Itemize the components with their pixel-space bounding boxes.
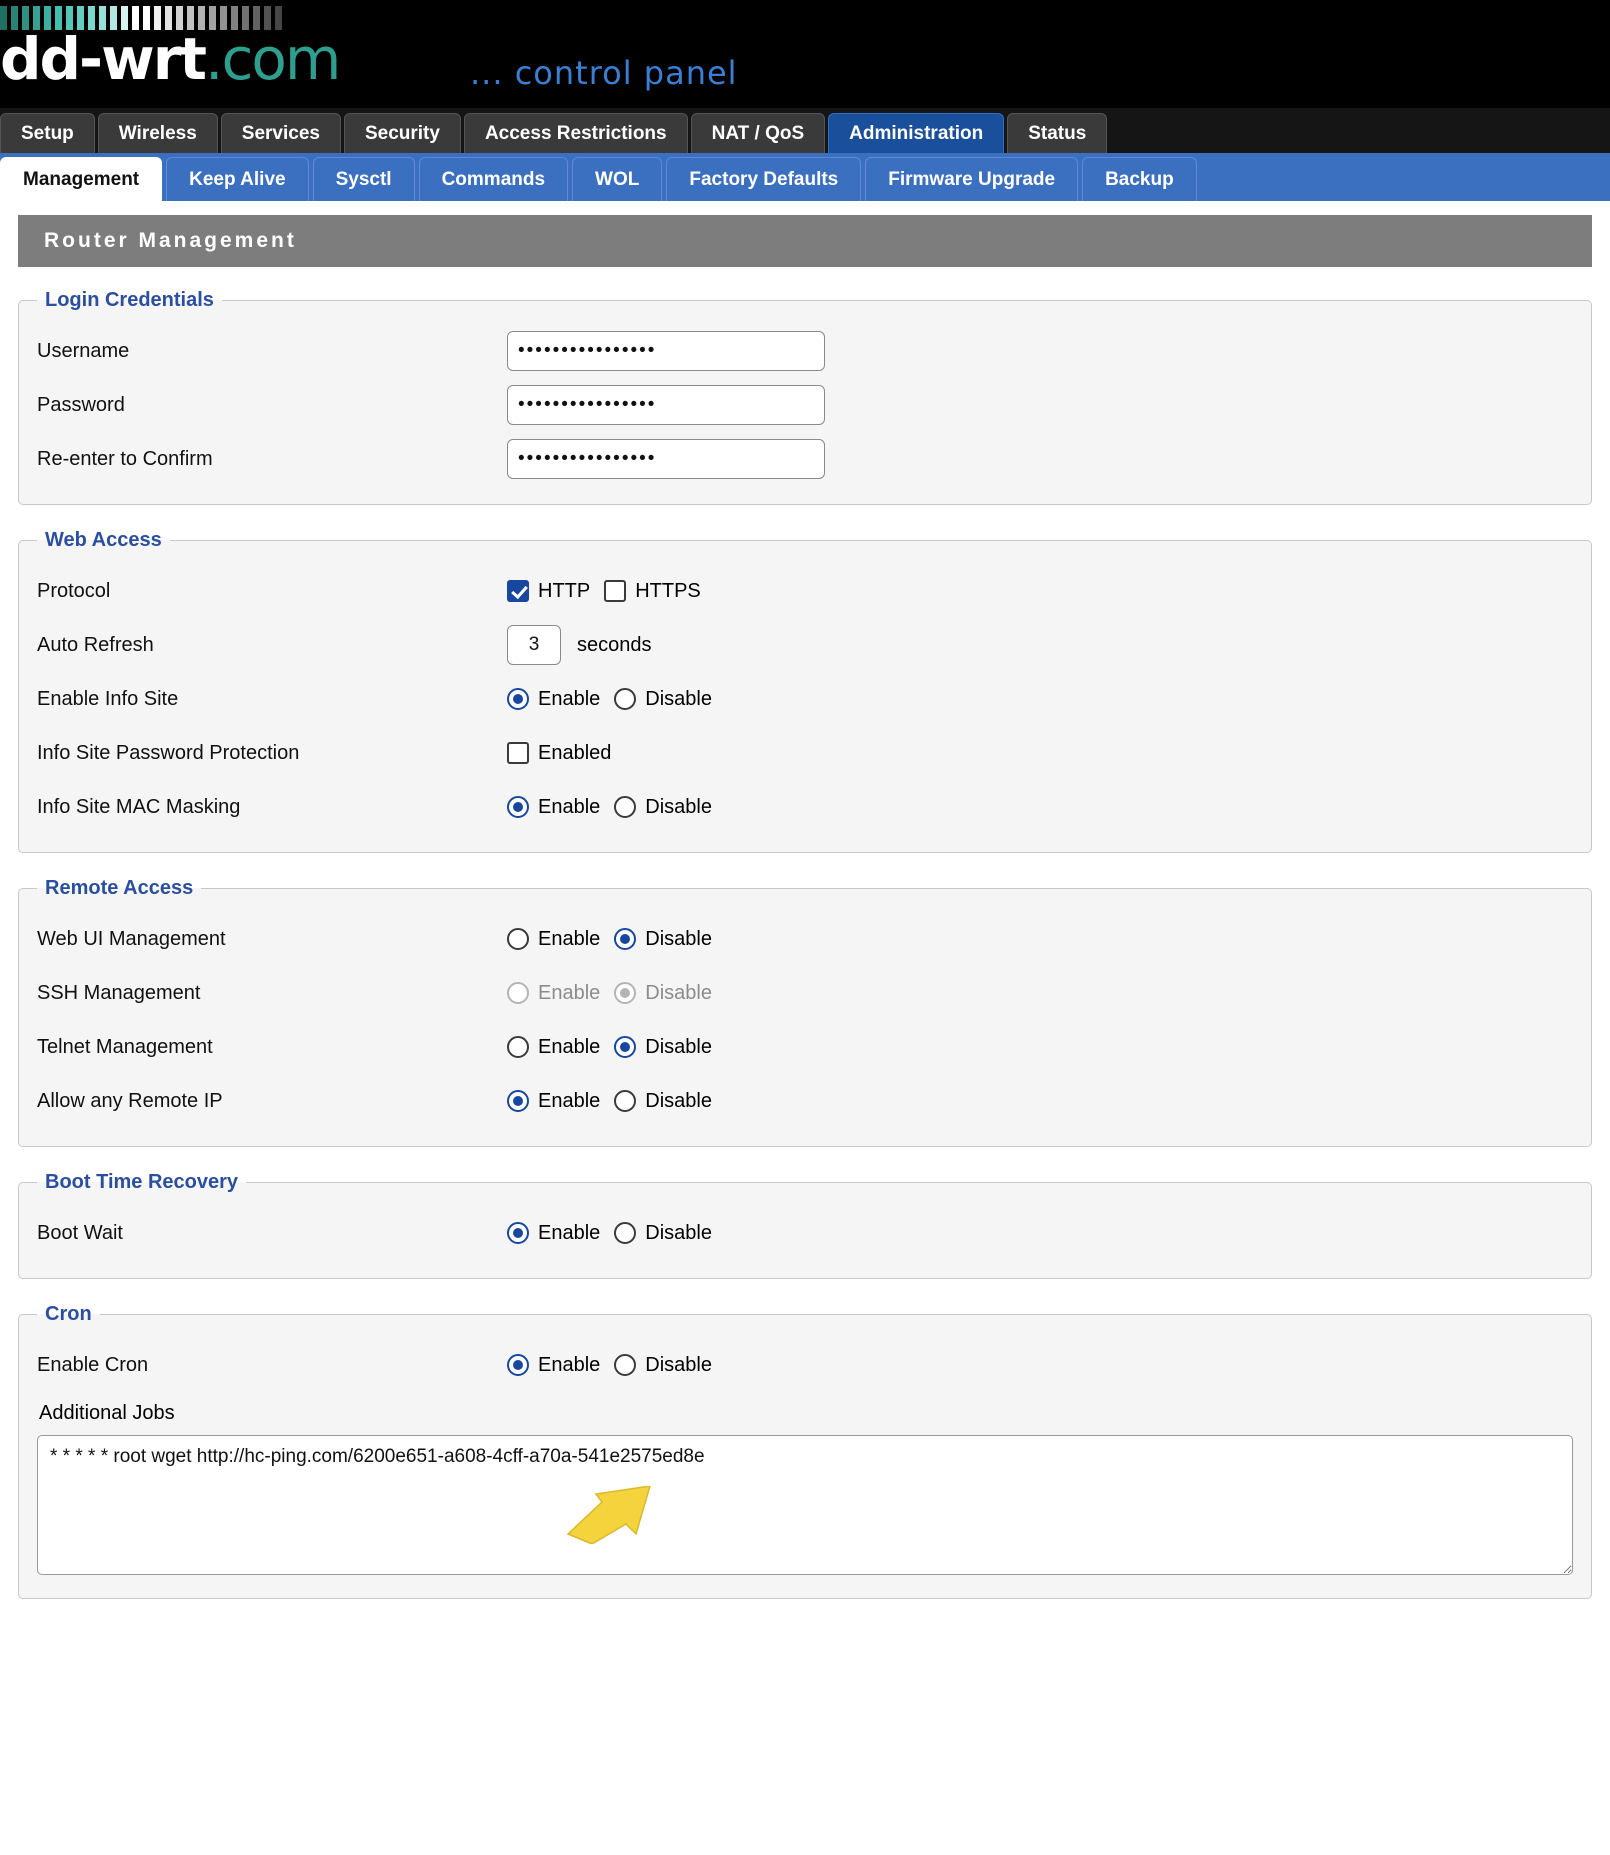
remote-ip-enable-option[interactable] [507, 1090, 600, 1113]
mac-masking-disable-radio[interactable] [614, 796, 636, 818]
nav-tab-security[interactable]: Security [344, 113, 461, 153]
mac-masking-disable-option[interactable] [614, 796, 712, 819]
enable-info-site-label: Enable Info Site [37, 687, 179, 710]
ssh-enable-radio [507, 982, 529, 1004]
row-telnet-management [37, 1020, 1573, 1074]
ssh-disable-radio [614, 982, 636, 1004]
row-allow-any-remote-ip [37, 1074, 1573, 1128]
section-remote-access [18, 877, 1592, 1147]
info-site-enable-label: Enable [538, 687, 601, 710]
auto-refresh-unit: seconds [577, 633, 652, 656]
row-enable-cron [37, 1338, 1573, 1392]
section-remote-access-legend: Remote Access [45, 877, 194, 899]
remote-ip-enable-label: Enable [538, 1089, 601, 1112]
web-ui-management-label: Web UI Management [37, 927, 226, 950]
mac-masking-enable-radio[interactable] [507, 796, 529, 818]
section-web-access [18, 529, 1592, 853]
username-input[interactable] [507, 331, 825, 371]
boot-wait-enable-label: Enable [538, 1221, 601, 1244]
info-site-disable-radio[interactable] [614, 688, 636, 710]
webui-disable-option[interactable] [614, 928, 712, 951]
additional-jobs-label: Additional Jobs [39, 1402, 175, 1424]
cron-disable-radio[interactable] [614, 1354, 636, 1376]
section-login-credentials-legend: Login Credentials [45, 289, 214, 311]
nav-tab-nat-qos[interactable]: NAT / QoS [691, 113, 826, 153]
info-site-enable-radio[interactable] [507, 688, 529, 710]
info-site-disable-label: Disable [645, 687, 712, 710]
info-site-enable-option[interactable] [507, 688, 600, 711]
row-password [37, 378, 1573, 432]
telnet-enable-radio[interactable] [507, 1036, 529, 1058]
boot-wait-disable-label: Disable [645, 1221, 712, 1244]
nav-tab-wireless[interactable]: Wireless [98, 113, 218, 153]
ssh-disable-option [614, 982, 712, 1005]
row-ssh-management [37, 966, 1573, 1020]
auto-refresh-input[interactable] [507, 625, 561, 665]
cron-disable-option[interactable] [614, 1354, 712, 1377]
subnav-tab-factory-defaults[interactable]: Factory Defaults [666, 157, 861, 201]
row-protocol [37, 564, 1573, 618]
subnav-tab-keep-alive[interactable]: Keep Alive [166, 157, 308, 201]
dd-wrt-logo [0, 25, 340, 93]
boot-wait-enable-radio[interactable] [507, 1222, 529, 1244]
section-cron [18, 1303, 1592, 1599]
row-boot-wait [37, 1206, 1573, 1260]
info-site-password-option[interactable] [507, 742, 611, 765]
boot-wait-label: Boot Wait [37, 1221, 123, 1244]
subnav-tab-backup[interactable]: Backup [1082, 157, 1197, 201]
subnav-tab-wol[interactable]: WOL [572, 157, 662, 201]
page-title: Router Management [18, 215, 1592, 267]
mac-masking-enable-label: Enable [538, 795, 601, 818]
telnet-disable-option[interactable] [614, 1036, 712, 1059]
row-confirm-password [37, 432, 1573, 486]
enable-cron-label: Enable Cron [37, 1353, 149, 1376]
ssh-disable-label: Disable [645, 981, 712, 1004]
allow-any-remote-ip-label: Allow any Remote IP [37, 1089, 223, 1112]
http-checkbox[interactable] [507, 580, 529, 602]
logo-suffix: .com [205, 25, 340, 93]
webui-enable-option[interactable] [507, 928, 600, 951]
remote-ip-enable-radio[interactable] [507, 1090, 529, 1112]
info-site-password-protection-label: Info Site Password Protection [37, 741, 300, 764]
control-panel-tagline: ... control panel [470, 54, 738, 92]
row-username [37, 324, 1573, 378]
section-web-access-legend: Web Access [45, 529, 162, 551]
info-site-password-enabled-label: Enabled [538, 741, 612, 764]
password-input[interactable] [507, 385, 825, 425]
nav-tab-services[interactable]: Services [221, 113, 341, 153]
https-label: HTTPS [635, 579, 701, 602]
section-boot-time-recovery-legend: Boot Time Recovery [45, 1171, 239, 1193]
telnet-enable-label: Enable [538, 1035, 601, 1058]
ssh-enable-label: Enable [538, 981, 601, 1004]
mac-masking-enable-option[interactable] [507, 796, 600, 819]
confirm-password-label: Re-enter to Confirm [37, 447, 213, 470]
section-boot-time-recovery [18, 1171, 1592, 1279]
nav-tab-administration[interactable]: Administration [828, 113, 1004, 153]
protocol-http-option[interactable] [507, 580, 590, 603]
subnav-tab-sysctl[interactable]: Sysctl [313, 157, 415, 201]
password-label: Password [37, 393, 125, 416]
remote-ip-disable-radio[interactable] [614, 1090, 636, 1112]
cron-disable-label: Disable [645, 1353, 712, 1376]
additional-jobs-textarea[interactable] [37, 1435, 1573, 1575]
telnet-disable-label: Disable [645, 1035, 712, 1058]
protocol-label: Protocol [37, 579, 111, 602]
subnav-tab-firmware-upgrade[interactable]: Firmware Upgrade [865, 157, 1078, 201]
nav-tab-access-restrictions[interactable]: Access Restrictions [464, 113, 688, 153]
webui-disable-label: Disable [645, 927, 712, 950]
telnet-enable-option[interactable] [507, 1036, 600, 1059]
cron-enable-radio[interactable] [507, 1354, 529, 1376]
remote-ip-disable-option[interactable] [614, 1090, 712, 1113]
info-site-disable-option[interactable] [614, 688, 712, 711]
info-site-password-checkbox[interactable] [507, 742, 529, 764]
webui-enable-label: Enable [538, 927, 601, 950]
mac-masking-disable-label: Disable [645, 795, 712, 818]
subnav-tab-commands[interactable]: Commands [419, 157, 568, 201]
row-web-ui-management [37, 912, 1573, 966]
subnav-tab-management[interactable]: Management [0, 157, 162, 201]
section-cron-legend: Cron [45, 1303, 92, 1325]
boot-wait-disable-radio[interactable] [614, 1222, 636, 1244]
http-label: HTTP [538, 579, 591, 602]
webui-disable-radio[interactable] [614, 928, 636, 950]
cron-enable-label: Enable [538, 1353, 601, 1376]
row-info-site-password-protection [37, 726, 1573, 780]
confirm-password-input[interactable] [507, 439, 825, 479]
nav-tab-setup[interactable]: Setup [0, 113, 95, 153]
main-content [0, 201, 1610, 1599]
webui-enable-radio[interactable] [507, 928, 529, 950]
logo-main: dd-wrt [0, 25, 206, 93]
sub-navigation [0, 153, 1610, 201]
https-checkbox[interactable] [604, 580, 626, 602]
cron-enable-option[interactable] [507, 1354, 600, 1377]
username-label: Username [37, 339, 130, 362]
row-auto-refresh [37, 618, 1573, 672]
boot-wait-disable-option[interactable] [614, 1222, 712, 1245]
nav-tab-status[interactable]: Status [1007, 113, 1107, 153]
telnet-disable-radio[interactable] [614, 1036, 636, 1058]
info-site-mac-masking-label: Info Site MAC Masking [37, 795, 241, 818]
boot-wait-enable-option[interactable] [507, 1222, 600, 1245]
ssh-enable-option [507, 982, 600, 1005]
auto-refresh-label: Auto Refresh [37, 633, 154, 656]
site-header [0, 0, 1610, 108]
telnet-management-label: Telnet Management [37, 1035, 213, 1058]
section-login-credentials [18, 289, 1592, 505]
remote-ip-disable-label: Disable [645, 1089, 712, 1112]
row-info-site-mac-masking [37, 780, 1573, 834]
main-navigation [0, 108, 1610, 153]
row-enable-info-site [37, 672, 1573, 726]
protocol-https-option[interactable] [604, 580, 701, 603]
ssh-management-label: SSH Management [37, 981, 201, 1004]
